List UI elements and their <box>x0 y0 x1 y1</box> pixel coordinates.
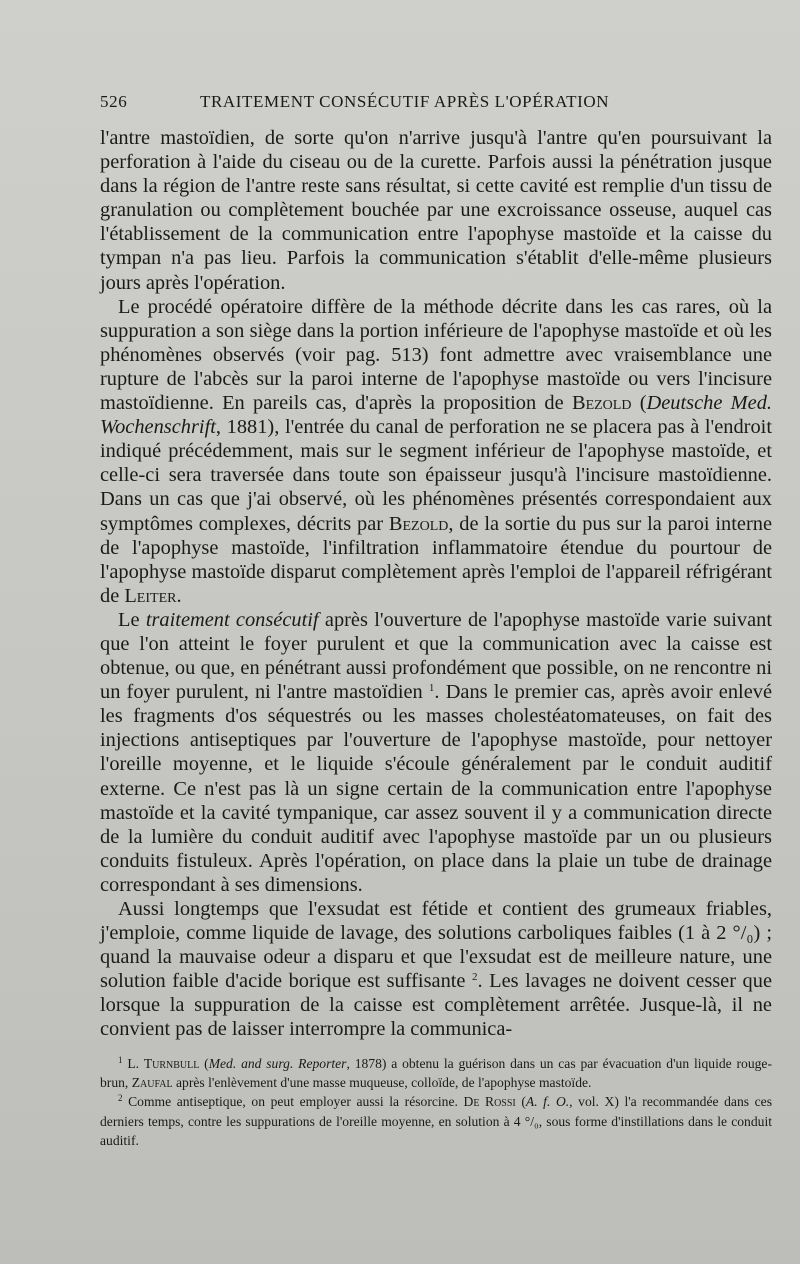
text-run: , vol. X) l'a recommandée dans ces derniers temps, contre les suppurations de l'oreille moyenne, en solution à 4 °/₀, sous forme d'instillations dans le conduit auditif. <box>100 1094 772 1149</box>
paragraph <box>100 295 772 608</box>
footnote <box>100 1092 772 1150</box>
page-header <box>100 92 772 126</box>
footnote-marker: 2 <box>472 971 478 984</box>
text-run: Comme antiseptique, on peut employer aussi la résorcine. <box>122 1094 464 1110</box>
text-run: ( <box>515 1094 526 1110</box>
author-name: Leiter <box>124 584 177 607</box>
footnote-marker: 2 <box>118 1093 123 1104</box>
author-name: Turnbull <box>143 1055 200 1071</box>
footnote <box>100 1054 772 1093</box>
body-text <box>100 126 772 1042</box>
text-run: L. <box>122 1055 144 1071</box>
italic-text: Med. and surg. Reporter <box>208 1055 347 1071</box>
text-run: Le <box>118 608 146 631</box>
italic-text: A. f. O. <box>525 1094 570 1110</box>
paragraph <box>100 126 772 295</box>
footnote-marker: 1 <box>428 682 435 695</box>
text-run: ( <box>631 392 647 415</box>
italic-text: traitement consécutif <box>145 608 319 631</box>
page-number: 526 <box>100 92 128 111</box>
italic-text: Deutsche Med. Wochenschrift <box>100 392 773 439</box>
author-name: De Rossi <box>463 1094 516 1110</box>
text-run: l'antre mastoïdien, de sorte qu'on n'arrive jusqu'à l'antre qu'en poursuivant la perforation à l'aide du ciseau ou de la curette. Parfois aussi la pénétration jusque dans la région de l'antre reste sans résultat, si cette cavité est remplie d'un tissu de granulation ou complètement bouchée par une excroissance osseuse, auquel cas l'établissement de la communication entre l'apophyse mastoïde et la caisse du tympan n'a pas lieu. Parfois la communication s'établit d'elle-même plusieurs jours après l'opération. <box>100 127 772 294</box>
paragraph <box>100 897 772 1042</box>
author-name: Zaufal <box>131 1074 173 1090</box>
text-run: ( <box>199 1055 209 1071</box>
text-run: . Les lavages ne doivent cesser que lorsque la suppuration de la caisse est complètement arrêtée. Jusque-là, il ne convient pas de laisser interrompre la communica- <box>100 970 772 1041</box>
text-run: Aussi longtemps que l'exsudat est fétide et contient des grumeaux friables, j'emploie, comme liquide de lavage, des solutions carboliques faibles (1 à 2 °/₀) ; quand la mauvaise odeur a disparu et que l'exsudat est de meilleure nature, une solution faible d'acide borique est suffisante <box>100 898 772 993</box>
text-run: , de la sortie du pus sur la paroi interne de l'apophyse mastoïde, l'infiltration inflammatoire étendue du pourtour de l'apophyse mastoïde disparut complètement après l'emploi de l'appareil réfrigérant de <box>100 512 772 607</box>
text-run: après l'ouverture de l'apophyse mastoïde varie suivant que l'on atteint le foyer purulent et que la communication avec la caisse est obtenue, ou que, en pénétrant aussi profondément que possible, on ne rencontre ni un foyer purulent, ni l'antre mastoïdien <box>100 608 773 704</box>
footnotes <box>100 1054 772 1151</box>
text-run: . <box>176 584 182 607</box>
author-name: Bezold <box>571 392 632 415</box>
text-run: Le procédé opératoire diffère de la méthode décrite dans les cas rares, où la suppuration a son siège dans la portion inférieure de l'apophyse mastoïde et où les phénomènes observés (voir pag. 513) font admettre avec vraisemblance une rupture de l'abcès sur la paroi interne de l'apophyse mastoïde ou vers l'incisure mastoïdienne. En pareils cas, d'après la proposition de <box>100 295 772 415</box>
paragraph <box>100 608 772 897</box>
text-run: . Dans le premier cas, après avoir enlevé les fragments d'os séquestrés ou les masses cholestéatomateuses, on fait des injections antiseptiques par l'ouverture de l'apophyse mastoïde, pour nettoyer l'oreille moyenne, et le liquide s'écoule généralement par le conduit auditif externe. Ce n'est pas là un signe certain de la communication entre l'apophyse mastoïde et la cavité tympanique, car assez souvent il y a communication directe de la lumière du conduit auditif avec l'apophyse mastoïde par un ou plusieurs conduits fistuleux. Après l'opération, on place dans la plaie un tube de drainage correspondant à ses dimensions. <box>100 681 772 896</box>
text-run: après l'enlèvement d'une masse muqueuse, colloïde, de l'apophyse mastoïde. <box>172 1074 592 1090</box>
text-run: , 1878) a obtenu la guérison dans un cas par évacuation d'un liquide rouge-brun, <box>100 1055 772 1090</box>
text-run: , 1881), l'entrée du canal de perforation ne se placera pas à l'endroit indiqué précédemment, mais sur le segment inférieur de l'apophyse mastoïde, et celle-ci sera traversée dans toute son épaisseur jusqu'à l'incisure mastoïdienne. Dans un cas que j'ai observé, où les phénomènes présentés correspondaient aux symptômes complexes, décrits par <box>100 416 772 535</box>
author-name: Bezold <box>388 512 449 535</box>
running-title: TRAITEMENT CONSÉCUTIF APRÈS L'OPÉRATION <box>200 92 610 111</box>
footnote-marker: 1 <box>118 1054 123 1065</box>
